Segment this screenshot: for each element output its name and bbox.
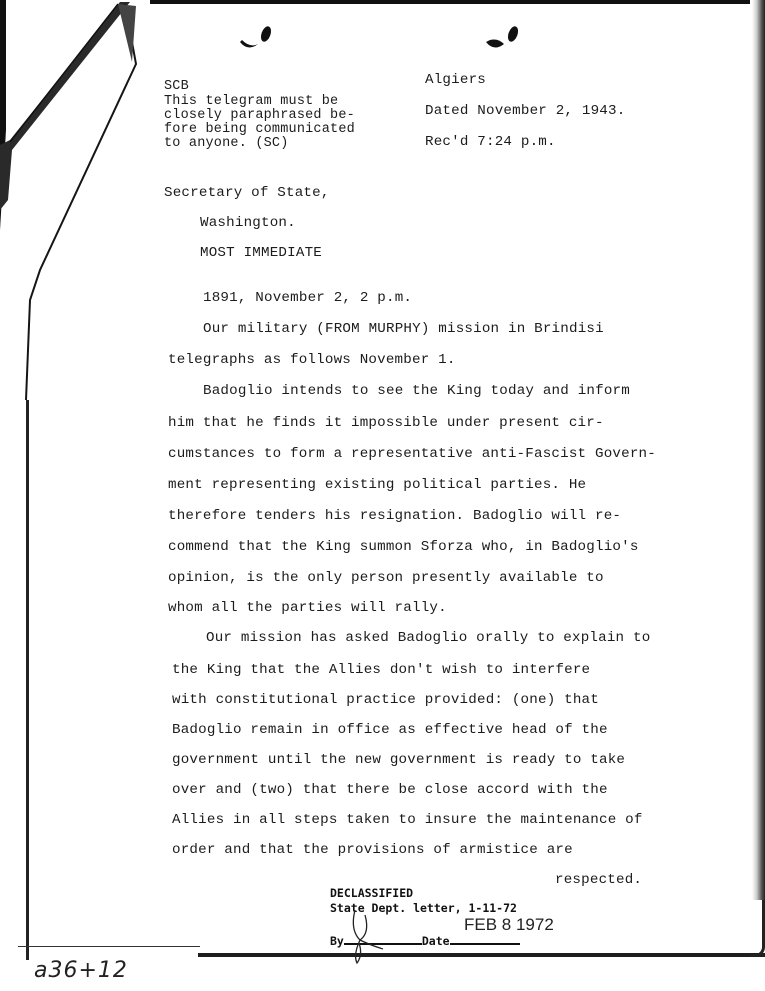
scan-left-fold-edge xyxy=(0,0,160,420)
body-line: order and that the provisions of armistice are xyxy=(172,842,573,858)
scan-top-edge xyxy=(150,0,750,4)
paraphrase-notice-line-1: This telegram must be xyxy=(164,94,339,109)
scan-left-border xyxy=(26,400,29,960)
body-line: opinion, is the only person presently available to xyxy=(168,570,604,586)
body-line: government until the new government is ready to take xyxy=(172,752,626,768)
origin-city: Algiers xyxy=(425,72,486,88)
punch-hole-mark-left xyxy=(236,22,276,62)
body-line: cumstances to form a representative anti-Fascist Govern- xyxy=(168,446,656,462)
declassified-stamp-title: DECLASSIFIED xyxy=(330,886,414,900)
body-line: telegraphs as follows November 1. xyxy=(168,352,456,368)
body-line: Badoglio intends to see the King today and inform xyxy=(203,383,630,399)
scan-right-edge xyxy=(752,0,765,900)
paraphrase-notice-line-4: to anyone. (SC) xyxy=(164,136,289,151)
body-line: Allies in all steps taken to insure the maintenance of xyxy=(172,812,643,828)
paraphrase-notice-line-3: fore being communicated xyxy=(164,122,355,137)
body-line: ment representing existing political parties. He xyxy=(168,477,587,493)
priority-label: MOST IMMEDIATE xyxy=(200,245,322,261)
body-line: Badoglio remain in office as effective head of the xyxy=(172,722,608,738)
addressee-line-1: Secretary of State, xyxy=(164,185,330,201)
body-line: with constitutional practice provided: (one) that xyxy=(172,692,599,708)
paraphrase-notice-line-2: closely paraphrased be- xyxy=(164,108,355,123)
signature-scribble xyxy=(345,905,385,965)
date-signature-line xyxy=(450,932,520,945)
declassified-stamp-authority: State Dept. letter, 1-11-72 xyxy=(330,901,517,915)
addressee-line-2: Washington. xyxy=(200,215,296,231)
message-reference: 1891, November 2, 2 p.m. xyxy=(203,290,413,306)
body-line: whom all the parties will rally. xyxy=(168,600,447,616)
declassified-stamp-date-value: FEB 8 1972 xyxy=(464,915,554,934)
body-line: therefore tenders his resignation. Badoglio will re- xyxy=(168,508,622,524)
body-line: commend that the King summon Sforza who, in Badoglio's xyxy=(168,539,639,555)
body-line: Our mission has asked Badoglio orally to explain to xyxy=(206,630,651,646)
body-line: over and (two) that there be close accord with the xyxy=(172,782,608,798)
scan-corner xyxy=(750,900,765,957)
body-line: the King that the Allies don't wish to interfere xyxy=(172,662,591,678)
body-line: Our military (FROM MURPHY) mission in Brindisi xyxy=(203,321,604,337)
continuation-word: respected. xyxy=(555,872,643,888)
handwritten-archive-note: a36+12 xyxy=(34,958,128,983)
date-label: Date xyxy=(421,934,450,948)
punch-hole-mark-right xyxy=(482,22,522,62)
dated-line: Dated November 2, 1943. xyxy=(425,103,626,119)
body-line: him that he finds it impossible under present cir- xyxy=(168,415,604,431)
received-line: Rec'd 7:24 p.m. xyxy=(425,134,556,150)
header-code: SCB xyxy=(164,79,189,94)
by-label: By xyxy=(330,934,344,948)
scan-bottom-border xyxy=(198,953,765,957)
scan-bottom-left-line xyxy=(18,946,200,947)
